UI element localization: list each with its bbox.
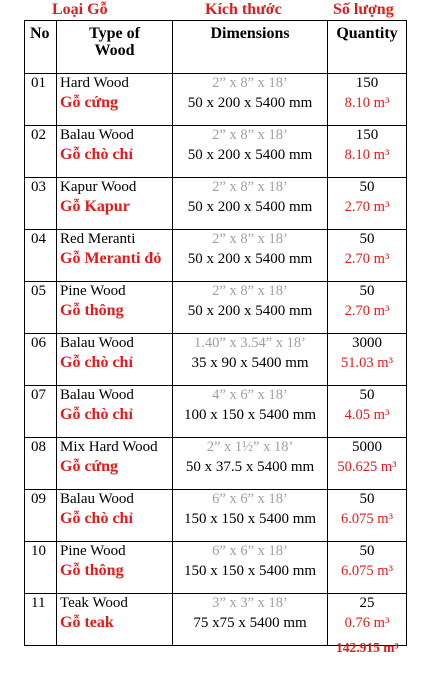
- dimensions-cell: [173, 438, 328, 490]
- column-header-type: [57, 21, 173, 74]
- column-header-dimensions: Dimensions: [173, 21, 328, 74]
- dimensions-metric: 75 x75 x 5400 mm: [193, 615, 307, 631]
- table-row: [25, 334, 407, 386]
- wood-type-vn: Gỗ cứng: [60, 458, 119, 475]
- quantity-count: 50: [359, 387, 375, 403]
- table-row: [25, 74, 407, 126]
- table-row: [25, 386, 407, 438]
- quantity-count: 50: [359, 543, 375, 559]
- wood-type-cell: [57, 230, 173, 282]
- heading-type-vn: Loại Gỗ: [52, 1, 108, 18]
- wood-type-vn: Gỗ thông: [60, 562, 124, 579]
- wood-type-vn: Gỗ chò chỉ: [60, 406, 133, 423]
- dimensions-imperial: 2” x 8” x 18’: [212, 231, 288, 247]
- quantity-count: 50: [359, 283, 375, 299]
- dimensions-metric: 150 x 150 x 5400 mm: [183, 563, 317, 579]
- quantity-count: 3000: [352, 335, 382, 351]
- row-number: 03: [25, 178, 57, 230]
- heading-quantity-vn: Số lượng: [333, 1, 394, 18]
- dimensions-imperial: 2” x 8” x 18’: [212, 127, 288, 143]
- table-row: [25, 230, 407, 282]
- wood-type-en: Balau Wood: [60, 491, 134, 507]
- wood-type-en: Teak Wood: [60, 595, 128, 611]
- table-row: [25, 490, 407, 542]
- dimensions-cell: [173, 126, 328, 178]
- dimensions-cell: [173, 334, 328, 386]
- row-number: 01: [25, 74, 57, 126]
- wood-type-cell: [57, 438, 173, 490]
- wood-type-vn: Gỗ Kapur: [60, 198, 130, 215]
- dimensions-imperial: 2” x 1½” x 18’: [206, 439, 294, 455]
- table-row: [25, 126, 407, 178]
- dimensions-cell: [173, 386, 328, 438]
- quantity-count: 25: [359, 595, 375, 611]
- row-number: 04: [25, 230, 57, 282]
- quantity-cell: [328, 542, 407, 594]
- dimensions-cell: [173, 230, 328, 282]
- table-row: [25, 178, 407, 230]
- dimensions-cell: [173, 490, 328, 542]
- table-row: [25, 438, 407, 490]
- dimensions-cell: [173, 178, 328, 230]
- column-header-quantity: Quantity: [328, 21, 407, 74]
- quantity-cell: [328, 386, 407, 438]
- total-volume: 142.915 m³: [336, 640, 399, 655]
- wood-type-en: Balau Wood: [60, 335, 134, 351]
- table-header-row: [25, 21, 407, 74]
- quantity-volume: 6.075 m³: [341, 563, 393, 579]
- dimensions-cell: [173, 594, 328, 646]
- quantity-cell: [328, 126, 407, 178]
- quantity-cell: [328, 74, 407, 126]
- quantity-volume: 4.05 m³: [344, 407, 390, 423]
- dimensions-metric: 50 x 200 x 5400 mm: [187, 95, 313, 111]
- wood-table: [24, 20, 407, 646]
- quantity-volume: 8.10 m³: [344, 95, 390, 111]
- quantity-volume: 0.76 m³: [344, 615, 390, 631]
- quantity-volume: 51.03 m³: [341, 355, 393, 371]
- quantity-volume: 2.70 m³: [344, 303, 390, 319]
- row-number: 05: [25, 282, 57, 334]
- dimensions-imperial: 4” x 6” x 18’: [212, 387, 288, 403]
- wood-type-en: Kapur Wood: [60, 179, 137, 195]
- row-number: 10: [25, 542, 57, 594]
- quantity-cell: [328, 230, 407, 282]
- wood-type-cell: [57, 126, 173, 178]
- column-header-type-line1: Type of: [89, 25, 140, 42]
- quantity-cell: [328, 438, 407, 490]
- wood-type-vn: Gỗ cứng: [60, 94, 119, 111]
- wood-type-cell: [57, 282, 173, 334]
- dimensions-metric: 100 x 150 x 5400 mm: [183, 407, 317, 423]
- wood-type-vn: Gỗ chò chỉ: [60, 510, 133, 527]
- wood-type-cell: [57, 490, 173, 542]
- dimensions-imperial: 6” x 6” x 18’: [212, 543, 288, 559]
- dimensions-imperial: 1.40” x 3.54” x 18’: [194, 335, 306, 351]
- wood-type-en: Red Meranti: [60, 231, 136, 247]
- row-number: 11: [25, 594, 57, 646]
- wood-type-vn: Gỗ chò chỉ: [60, 354, 133, 371]
- quantity-cell: [328, 334, 407, 386]
- dimensions-imperial: 2” x 8” x 18’: [212, 179, 288, 195]
- wood-type-vn: Gỗ teak: [60, 614, 114, 631]
- wood-type-vn: Gỗ thông: [60, 302, 124, 319]
- dimensions-metric: 50 x 200 x 5400 mm: [187, 199, 313, 215]
- wood-type-en: Mix Hard Wood: [60, 439, 158, 455]
- dimensions-imperial: 6” x 6” x 18’: [212, 491, 288, 507]
- wood-type-en: Balau Wood: [60, 127, 134, 143]
- dimensions-metric: 50 x 200 x 5400 mm: [187, 251, 313, 267]
- wood-type-en: Balau Wood: [60, 387, 134, 403]
- dimensions-imperial: 2” x 8” x 18’: [212, 75, 288, 91]
- wood-type-vn: Gỗ chò chỉ: [60, 146, 133, 163]
- column-header-no: No: [25, 21, 57, 74]
- quantity-cell: [328, 490, 407, 542]
- quantity-cell: [328, 594, 407, 646]
- dimensions-imperial: 3” x 3” x 18’: [212, 595, 288, 611]
- dimensions-cell: [173, 74, 328, 126]
- column-header-type-line2: Wood: [94, 42, 135, 59]
- quantity-count: 150: [355, 127, 379, 143]
- table-row: [25, 282, 407, 334]
- wood-type-en: Pine Wood: [60, 543, 126, 559]
- quantity-volume: 2.70 m³: [344, 199, 390, 215]
- quantity-volume: 8.10 m³: [344, 147, 390, 163]
- table-row: [25, 542, 407, 594]
- table-row: [25, 594, 407, 646]
- heading-dimensions-vn: Kích thước: [205, 1, 282, 18]
- wood-type-cell: [57, 334, 173, 386]
- wood-type-cell: [57, 594, 173, 646]
- wood-type-cell: [57, 178, 173, 230]
- quantity-count: 50: [359, 179, 375, 195]
- dimensions-imperial: 2” x 8” x 18’: [212, 283, 288, 299]
- row-number: 08: [25, 438, 57, 490]
- wood-type-cell: [57, 386, 173, 438]
- wood-type-vn: Gỗ Meranti đỏ: [60, 250, 162, 267]
- row-number: 09: [25, 490, 57, 542]
- quantity-volume: 2.70 m³: [344, 251, 390, 267]
- wood-type-cell: [57, 542, 173, 594]
- wood-type-cell: [57, 74, 173, 126]
- quantity-volume: 6.075 m³: [341, 511, 393, 527]
- quantity-volume: 50.625 m³: [337, 459, 397, 475]
- dimensions-metric: 50 x 200 x 5400 mm: [187, 147, 313, 163]
- quantity-count: 50: [359, 491, 375, 507]
- quantity-cell: [328, 178, 407, 230]
- dimensions-metric: 35 x 90 x 5400 mm: [191, 355, 309, 371]
- quantity-count: 50: [359, 231, 375, 247]
- row-number: 02: [25, 126, 57, 178]
- wood-type-en: Pine Wood: [60, 283, 126, 299]
- row-number: 06: [25, 334, 57, 386]
- dimensions-cell: [173, 282, 328, 334]
- row-number: 07: [25, 386, 57, 438]
- dimensions-cell: [173, 542, 328, 594]
- quantity-count: 150: [355, 75, 379, 91]
- quantity-count: 5000: [352, 439, 382, 455]
- wood-type-en: Hard Wood: [60, 75, 129, 91]
- quantity-cell: [328, 282, 407, 334]
- dimensions-metric: 150 x 150 x 5400 mm: [183, 511, 317, 527]
- dimensions-metric: 50 x 200 x 5400 mm: [187, 303, 313, 319]
- dimensions-metric: 50 x 37.5 x 5400 mm: [185, 459, 315, 475]
